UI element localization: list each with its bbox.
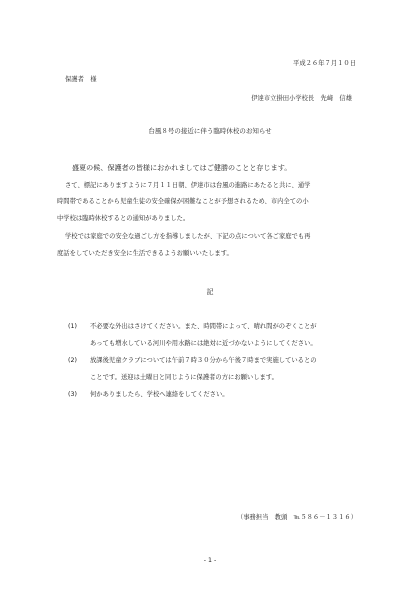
item-text: ことです。送迎は土曜日と同じように保護者の方にお願いします。 <box>90 374 278 381</box>
body-line: さて、標記にありますように７月１１日朝、伊達市は台風の進路にあたると共に、通学 <box>65 182 311 189</box>
item-number: (1) <box>68 323 77 330</box>
item-text: 何かありましたら、学校へ連絡をしてください。 <box>90 391 229 398</box>
body-line: 度話をしていただき安全に生活できるようお願いいたします。 <box>57 250 233 257</box>
item-number: (3) <box>68 391 77 398</box>
sender: 伊達市立掛田小学校長 先﨑 信雄 <box>251 95 352 102</box>
body-line: 学校では家庭での安全な過ごし方を指導しましたが、下記の点について各ご家庭でも再 <box>65 233 311 240</box>
document-title: 台風８号の接近に伴う臨時休校のお知らせ <box>148 127 272 135</box>
recipient: 保護者 様 <box>65 76 97 83</box>
page-number: - 1 - <box>203 557 217 564</box>
body-line: 中学校は臨時休校するとの通知がありました。 <box>57 215 190 222</box>
document-date: 平成２６年７月１０日 <box>293 60 356 67</box>
body-line: 時間帯であることから児童生徒の安全確保が困難なことが予想されるため、市内全ての小 <box>57 198 309 205</box>
item-text: あっても増水している河川や用水路には絶対に近づかないようにしてください。 <box>90 340 317 347</box>
item-text: 放課後児童クラブについては午前７時３０分から午後７時まで実施しているとの <box>90 357 317 364</box>
ki-heading: 記 <box>206 288 214 296</box>
item-text: 不必要な外出はさけてください。また、時間帯によって、晴れ間がのぞくことが <box>90 323 317 330</box>
item-number: (2) <box>68 357 77 364</box>
greeting: 盛夏の候、保護者の皆様におかれましてはご健勝のことと存じます。 <box>72 163 292 172</box>
contact-info: （事務担当 教頭 ℡５８６－１３１６） <box>236 514 357 521</box>
